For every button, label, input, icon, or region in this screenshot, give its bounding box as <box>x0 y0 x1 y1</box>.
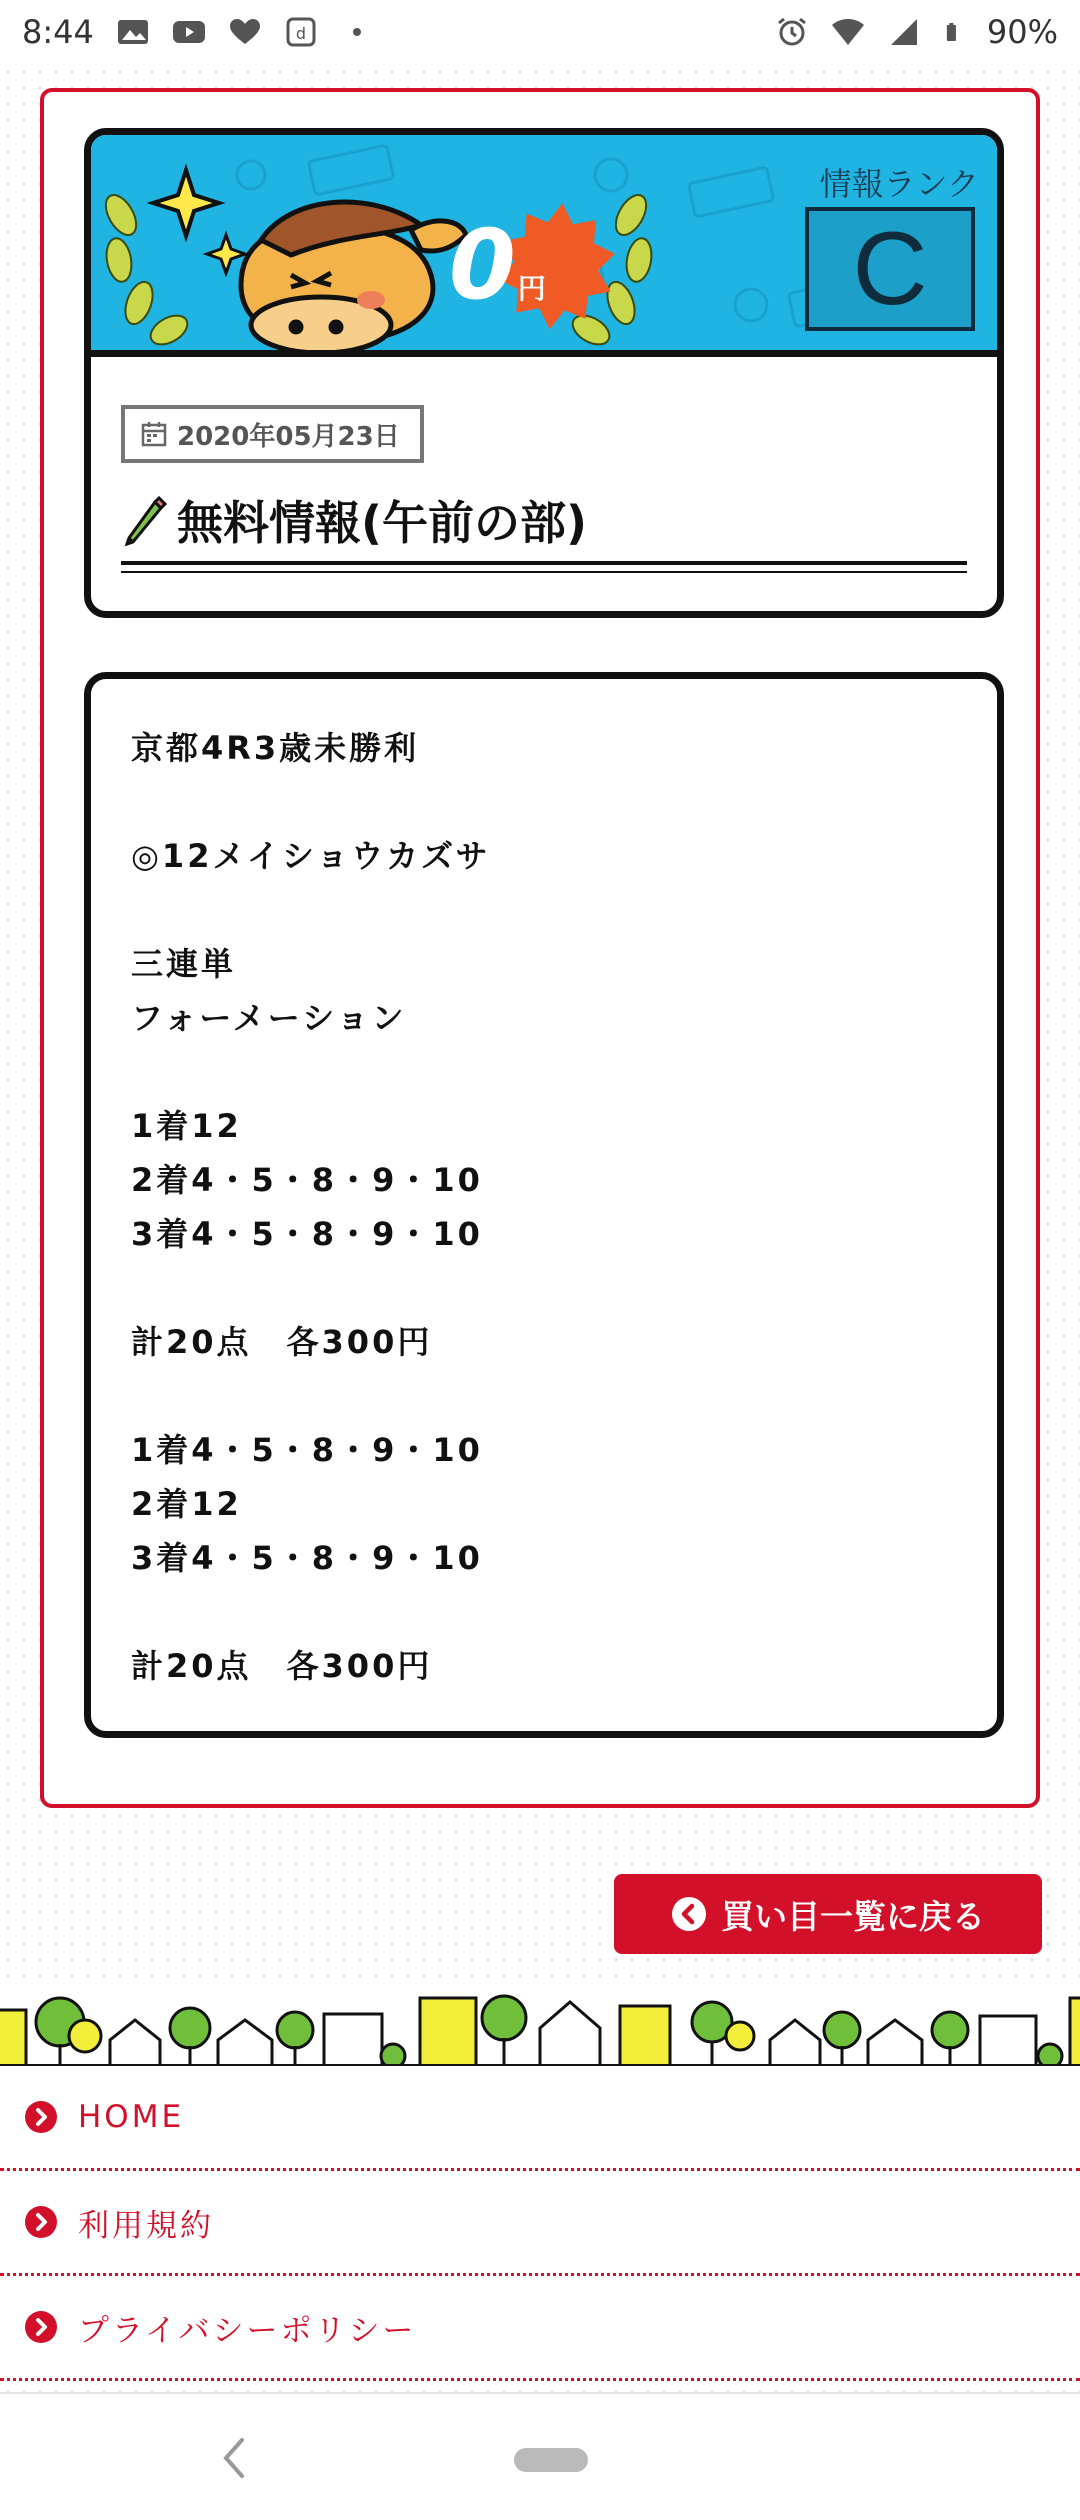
back-button-label: 買い目一覧に戻る <box>721 1896 985 1936</box>
post-body-card <box>84 672 1004 1738</box>
alarm-icon <box>775 17 809 47</box>
body-line <box>131 1369 997 1423</box>
body-line: 計20点 各300円 <box>131 1323 433 1361</box>
banner <box>91 135 997 357</box>
back-to-list-button[interactable] <box>614 1874 1042 1954</box>
body-line: 1着4・5・8・9・10 <box>131 1431 483 1469</box>
rank-box <box>805 207 975 331</box>
price-amount: 0 <box>449 209 516 321</box>
footer-link-label: プライバシーポリシー <box>78 2312 417 2349</box>
town-illustration <box>0 1988 1080 2076</box>
body-line: ◎12メイショウカズサ <box>131 837 491 875</box>
price-badge <box>449 209 546 321</box>
status-left <box>22 13 374 51</box>
rank-value: C <box>852 211 928 327</box>
status-time: 8:44 <box>22 13 94 51</box>
footer-link-label: 利用規約 <box>78 2207 214 2244</box>
body-line: 計20点 各300円 <box>131 1647 433 1685</box>
chevron-right-circle-icon <box>24 2100 58 2134</box>
town-skyline <box>0 1988 1080 2076</box>
status-bar <box>0 0 1080 64</box>
calendar-icon <box>141 421 167 447</box>
status-right <box>775 13 1058 51</box>
d-app-icon <box>284 17 318 47</box>
footer-nav <box>0 2066 1080 2381</box>
nav-back-icon[interactable] <box>218 2434 248 2482</box>
signal-icon <box>887 17 921 47</box>
nav-home-pill[interactable] <box>514 2448 588 2472</box>
heart-app-icon <box>228 17 262 47</box>
body-line <box>131 1045 997 1099</box>
body-line: 三連単 <box>131 945 237 983</box>
title-divider <box>121 561 967 573</box>
rank-label: 情報ランク <box>819 165 979 203</box>
post-header-card <box>84 128 1004 618</box>
chevron-left-circle-icon <box>671 1896 707 1932</box>
body-line: 1着12 <box>131 1107 242 1145</box>
body-line: 2着12 <box>131 1485 242 1523</box>
pencil-icon <box>121 494 167 546</box>
post-date: 2020年05月23日 <box>177 421 400 452</box>
footer-link-privacy[interactable] <box>0 2276 1080 2381</box>
footer-link-terms[interactable] <box>0 2171 1080 2276</box>
body-line: 2着4・5・8・9・10 <box>131 1161 483 1199</box>
chevron-right-circle-icon <box>24 2310 58 2344</box>
body-line <box>131 1585 997 1639</box>
body-line <box>131 1261 997 1315</box>
body-line: フォーメーション <box>131 999 407 1037</box>
svg-text:d: d <box>295 24 306 43</box>
body-line: 京都4R3歳未勝利 <box>131 729 420 767</box>
body-line: 3着4・5・8・9・10 <box>131 1215 483 1253</box>
footer-link-home[interactable] <box>0 2066 1080 2171</box>
footer-link-label: HOME <box>78 2099 185 2135</box>
battery-percent: 90% <box>986 13 1058 51</box>
dot-icon <box>340 17 374 47</box>
post-title-row <box>121 487 587 553</box>
wifi-icon <box>831 17 865 47</box>
chevron-right-circle-icon <box>24 2205 58 2239</box>
post-title: 無料情報(午前の部) <box>177 496 588 550</box>
body-line: 3着4・5・8・9・10 <box>131 1539 483 1577</box>
photos-icon <box>116 17 150 47</box>
price-unit: 円 <box>517 272 546 305</box>
youtube-icon <box>172 17 206 47</box>
system-nav-bar <box>0 2392 1080 2520</box>
date-badge <box>121 405 424 463</box>
post-container <box>40 88 1040 1808</box>
body-line <box>131 883 997 937</box>
battery-icon <box>943 17 965 47</box>
body-line <box>131 775 997 829</box>
